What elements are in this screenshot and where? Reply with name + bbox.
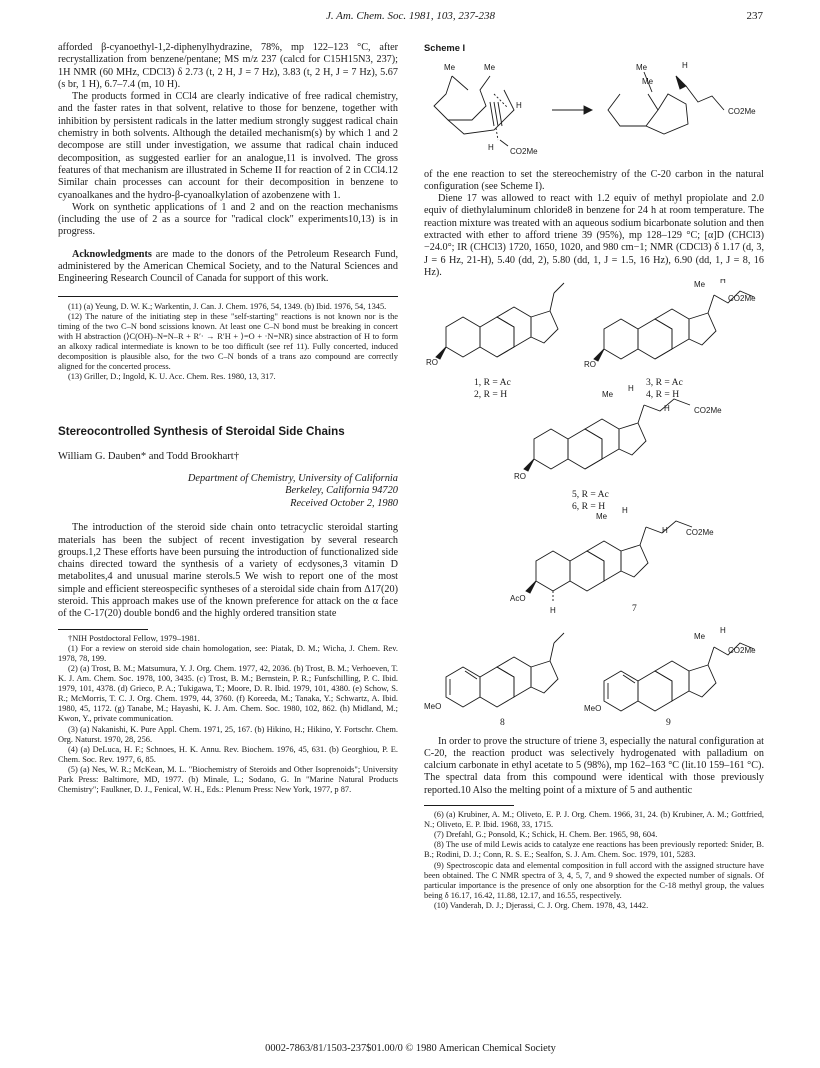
footnote-rule <box>58 629 148 630</box>
struct-label-me: Me <box>694 632 706 642</box>
ts-triple-bond <box>498 102 502 126</box>
compound-caption: 5, R = Ac <box>572 489 609 501</box>
struct-label-me: Me <box>694 280 706 290</box>
acknowledgments <box>58 249 398 286</box>
ts-bond <box>452 76 468 90</box>
compound-1-2-structure <box>436 283 564 359</box>
meo-label: MeO <box>424 702 442 712</box>
footnote: (2) (a) Trost, B. M.; Matsumura, Y. J. Org. Chem. 1977, 42, 2036. (b) Trost, B. M.; Verhoeven, T. K. J. Am. Chem. Soc. 1978, 100, 3435. (c) Trost, B. M.; Bernstein, P. R.; Funfschilling, P. C. Ibid. 1979, 101, 4378. (d) Grieco, P. A.; Tukigawa, T.; Moore, D. R. Ibid. 1979, 101, 4380. (e) Schow, S. R.; McMorris, T. C. J. Org. Chem. 1979, 44, 3760. (f) Koreeda, M.; Tanaka, Y.; Schwartz, A. Ibid. 1980, 45, 1172. (g) Tanabe, M.; Hayashi, K. J. Am. Chem. Soc. 1980, 102, 862. (h) Midland, M.; Kwon, Y., private communication. <box>58 663 398 724</box>
struct-label-h: H <box>720 279 726 286</box>
compound-caption: 9 <box>666 717 671 729</box>
footnote-rule <box>424 805 514 806</box>
ethylidene-bond <box>550 293 554 311</box>
paragraph: In order to prove the structure of triene 3, especially the natural configuration at C-20, the reaction product was selectively hydrogenated with palladium on calcium carbonate in ethyl acetate to 5 (98%), mp 162–163 °C (lit.10 159–161 °C). The spectral data from this compound were identical with those previously reported.10 Also the melting point of a mixture of 5 and authentic <box>424 735 764 796</box>
struct-label-h: H <box>662 526 668 536</box>
struct-label-h: H <box>664 404 670 414</box>
struct-label-h: H <box>720 626 726 636</box>
footnote: (1) For a review on steroid side chain homologation, see: Piatak, D. M.; Wicha, J. Chem. Rev. 1978, 78, 199. <box>58 643 398 663</box>
footnote: †NIH Postdoctoral Fellow, 1979–1981. <box>68 633 200 643</box>
right-column <box>424 42 764 911</box>
scheme-title: Scheme I <box>424 42 466 53</box>
affiliation-line: Berkeley, California 94720 <box>285 485 398 497</box>
scheme-label-h: H <box>516 101 522 111</box>
struct-label-h: H <box>622 506 628 516</box>
product-ring <box>608 94 658 126</box>
ro-wedge <box>524 459 534 471</box>
paragraph: of the ene reaction to set the stereochemistry of the C-20 carbon in the natural configuration (see Scheme I). <box>424 168 764 192</box>
ts-ring <box>448 90 514 134</box>
compound-caption: 3, R = Ac <box>646 377 683 389</box>
struct-label-h: H <box>628 384 634 394</box>
product-wedge <box>676 76 686 89</box>
affiliation <box>58 473 398 498</box>
compound-caption: 4, R = H <box>646 389 680 401</box>
footnote-rule <box>58 296 398 297</box>
affiliation-line: Department of Chemistry, University of California <box>187 472 398 484</box>
ro-label: RO <box>426 358 438 368</box>
struct-label-co2me: CO2Me <box>694 406 722 416</box>
page-footer: 0002-7863/81/1503-237$01.00/0 © 1980 American Chemical Society <box>265 1043 556 1054</box>
reaction-arrowhead <box>584 106 592 114</box>
compound-caption: 2, R = H <box>474 389 508 401</box>
product-side-chain <box>686 86 724 110</box>
ethylidene-bond <box>550 643 554 661</box>
journal-citation: J. Am. Chem. Soc. 1981, 103, 237-238 <box>325 10 496 22</box>
steroid-skeleton <box>534 419 646 469</box>
double-bond <box>585 459 602 469</box>
left-column <box>58 42 398 795</box>
steroid-structures-figure <box>424 279 764 731</box>
acknowledgments-body: are made to the donors of the Petroleum Research Fund, administered by the American Chemical Society, and to the Natural Sciences and Engineering Research Council of Canada for support of this work. <box>58 248 398 285</box>
footnote: (13) Griller, D.; Ingold, K. U. Acc. Chem. Res. 1980, 13, 317. <box>68 372 276 382</box>
footnote: (11) (a) Yeung, D. W. K.; Warkentin, J. Can. J. Chem. 1976, 54, 1349. (b) Ibid. 1976, 54, 1345. <box>68 301 387 311</box>
paragraph: Diene 17 was allowed to react with 1.2 equiv of methyl propiolate and 2.0 equiv of diethylaluminum chloride8 in benzene for 24 h at room temperature. The reaction mixture was treated with an aqueous sodium bicarbonate solution and then extracted with ether to afford triene 39 (95%), mp 128–129 °C; [α]D (CHCl3) −24.0°; IR (CHCl3) 1720, 1650, 1020, and 980 cm−1; NMR (CDCl3) δ 1.17 (d, 3, J = 6 Hz, 21-H), 5.40 (dd, 2), 5.80 (dd, 1, J = 1.5, 16 Hz), 6.90 (dd, 1, J = 8, 16 Hz). <box>424 193 764 278</box>
double-bond <box>497 347 514 357</box>
page-number: 237 <box>746 10 763 22</box>
ts-dashed-bond <box>496 128 498 140</box>
steroid-skeleton <box>604 661 716 711</box>
steroid-skeleton <box>446 657 558 707</box>
footnote: (5) (a) Nes, W. R.; McKean, M. L. "Biochemistry of Steroids and Other Isoprenoids"; University Park Press: Baltimore, MD, 1977. (b) Minale, L.; Sodano, G. In "Marine Natural Products Chemistry"; Faulkner, D. J., Fenical, W. H., Eds.: Plenum Press: New York, 1977, p 87. <box>58 764 398 795</box>
compound-caption: 6, R = H <box>572 501 606 513</box>
scheme-label-co2me: CO2Me <box>510 147 538 157</box>
footnote: (10) Vanderah, D. J.; Djerassi, C. J. Org. Chem. 1978, 43, 1442. <box>434 900 649 910</box>
scheme-label-h: H <box>682 61 688 71</box>
scheme-label-me: Me <box>484 63 496 73</box>
steroid-skeleton <box>536 541 648 591</box>
running-header <box>58 10 763 26</box>
side-chain-bond <box>708 295 714 313</box>
article-authors: William G. Dauben* and Todd Brookhart† <box>58 450 240 462</box>
side-chain-bond <box>638 405 644 423</box>
struct-label-co2me: CO2Me <box>686 528 714 538</box>
footnote: (3) (a) Nakanishi, K. Pure Appl. Chem. 1971, 25, 167. (b) Hikino, H.; Hikino, Y. Fortschr. Chem. Org. Naturst. 1970, 28, 256. <box>58 724 398 744</box>
ts-triple-bond <box>494 102 498 126</box>
scheme-label-me: Me <box>444 63 456 73</box>
paragraph: afforded β-cyanoethyl-1,2-diphenylhydrazine, 78%, mp 122–123 °C, after recrystallization from benzene/pentane; MS m/z 237 (calcd for C15H15N3, 237); 1H NMR (60 MHz, CDCl3) δ 2.73 (t, 2 H, J = 7 Hz), 3.83 (t, 2 H, J = 7 Hz), 5.67 (s br, 1 H), 6.7–7.4 (m, 10 H). <box>58 42 398 90</box>
ro-label: RO <box>514 472 526 482</box>
article-title: Stereocontrolled Synthesis of Steroidal Side Chains <box>58 425 345 439</box>
footnote: (12) The nature of the initiating step in these "self-starting" reactions is not known nor is the timing of the two C–N bond scissions known. At least one C–N bond must be breaking in concert with H abstraction (⟩C(OH)–N=N–R + R′· → R′H + ⟩=O + ·N=NR) since abstraction of H to form an alkoxy radical intermediate is known to be too difficult (see ref 11). Fully concerted, induced decomposition is plausible also, for the two C–N bonds of a trans azo compound are correctly aligned for the concerted process. <box>58 311 398 372</box>
compound-8-structure <box>446 633 564 707</box>
scheme-1-figure <box>424 54 764 164</box>
paragraph: The introduction of the steroid side chain onto tetracyclic steroidal starting materials has been the subject of recent investigation by several research groups.1,2 These efforts have been pursuing the introduction of functionalized side chains directed toward the synthesis of a variety of ecdysones,3 vitamin D metabolites,4 and unusual marine sterols.5 We wish to report one of the most simple and efficient stereospecific syntheses of a steroidal side chain from Δ17(20) steroid. This approach makes use of the known preference for attack on the α face of the C-17(20) double bond6 and the highly ordered transition state <box>58 522 398 620</box>
ts-dashed-bond <box>494 94 508 108</box>
double-bond <box>655 349 672 359</box>
footnote: (8) The use of mild Lewis acids to catalyze ene reactions has been previously reported: Snider, B. B.; Rodini, D. J.; Conn, R. S. E.; Sealfon, S. J. Am. Chem. Soc. 1979, 101, 5283. <box>424 840 764 860</box>
struct-label-h: H <box>550 606 556 616</box>
ethylidene-bond <box>554 633 564 643</box>
footnotes <box>58 634 398 796</box>
steroid-skeleton <box>446 307 558 357</box>
scheme-label-co2me: CO2Me <box>728 107 756 117</box>
footnote: (6) (a) Krubiner, A. M.; Oliveto, E. P. J. Org. Chem. 1966, 31, 24. (b) Krubiner, A. M.; Gottfried, N.; Oliveto, E. P. Ibid. 1968, 33, 1715. <box>424 810 764 830</box>
footnotes-prior <box>58 302 398 383</box>
paragraph: Work on synthetic applications of 1 and 2 and on the reaction mechanisms (including the use of 2 as a source for "radical clock" experiments10,13) is in progress. <box>58 201 398 238</box>
steroid-skeleton <box>604 309 716 359</box>
ts-ring <box>434 76 490 120</box>
struct-label-me: Me <box>602 390 614 400</box>
compound-caption: 7 <box>632 603 637 615</box>
received-date: Received October 2, 1980 <box>290 497 398 509</box>
aco-wedge <box>526 581 536 593</box>
scheme-label-h: H <box>488 143 494 153</box>
compound-caption: 1, R = Ac <box>474 377 511 389</box>
struct-label-co2me: CO2Me <box>728 294 756 304</box>
acknowledgments-heading: Acknowledgments <box>72 248 152 260</box>
compound-caption: 8 <box>500 717 505 729</box>
ro-label: RO <box>584 360 596 370</box>
footnotes <box>424 810 764 911</box>
aco-label: AcO <box>510 594 526 604</box>
footnote: (4) (a) DeLuca, H. F.; Schnoes, H. K. Annu. Rev. Biochem. 1976, 45, 631. (b) Georghiou, P. E. Chem. Soc. Rev. 1977, 6, 85. <box>58 744 398 764</box>
meo-label: MeO <box>584 704 602 714</box>
ethylidene-bond <box>554 283 564 293</box>
side-chain-bond <box>640 527 646 545</box>
ts-triple-bond <box>490 102 494 126</box>
footnote: (7) Drefahl, G.; Ponsold, K.; Schick, H. Chem. Ber. 1965, 98, 604. <box>434 830 658 840</box>
scheme-label-me: Me <box>642 77 654 87</box>
paragraph: The products formed in CCl4 are clearly indicative of free radical chemistry, and the faster rates in that solvent, relative to those for benzene, together with inhibition by persistent radicals in the latter medium strongly suggest radical chain chemistry in both solvents. Although the detailed mechanism(s) by which 1 and 2 decompose are still under investigation, we assume that radical chain induced decomposition, as suggested earlier for an analogue,11 is involved. The gross features of that mechanism are illustrated in Scheme II for reaction of 2 in CCl4.12 Similar chain processes can account for their decomposition in benzene to cyanoalkanes and the hydro-β-cyanoalkylation of azobenzene with 1. <box>58 91 398 201</box>
side-chain-bond <box>708 647 714 665</box>
struct-label-co2me: CO2Me <box>728 646 756 656</box>
ts-bond <box>500 140 508 146</box>
product-ring <box>646 94 688 134</box>
scheme-label-me: Me <box>636 63 648 73</box>
struct-label-me: Me <box>596 512 608 522</box>
footnote: (9) Spectroscopic data and elemental composition in full accord with the assigned structure have been obtained. The C NMR spectra of 3, 4, 5, 7, and 9 showed the expected number of signals. Of particular importance is the presence of only one absorption for the C-18 methyl group, the values being δ 16.17, 16.42, 11.88, 12.17, and 16.55, respectively. <box>424 860 764 900</box>
